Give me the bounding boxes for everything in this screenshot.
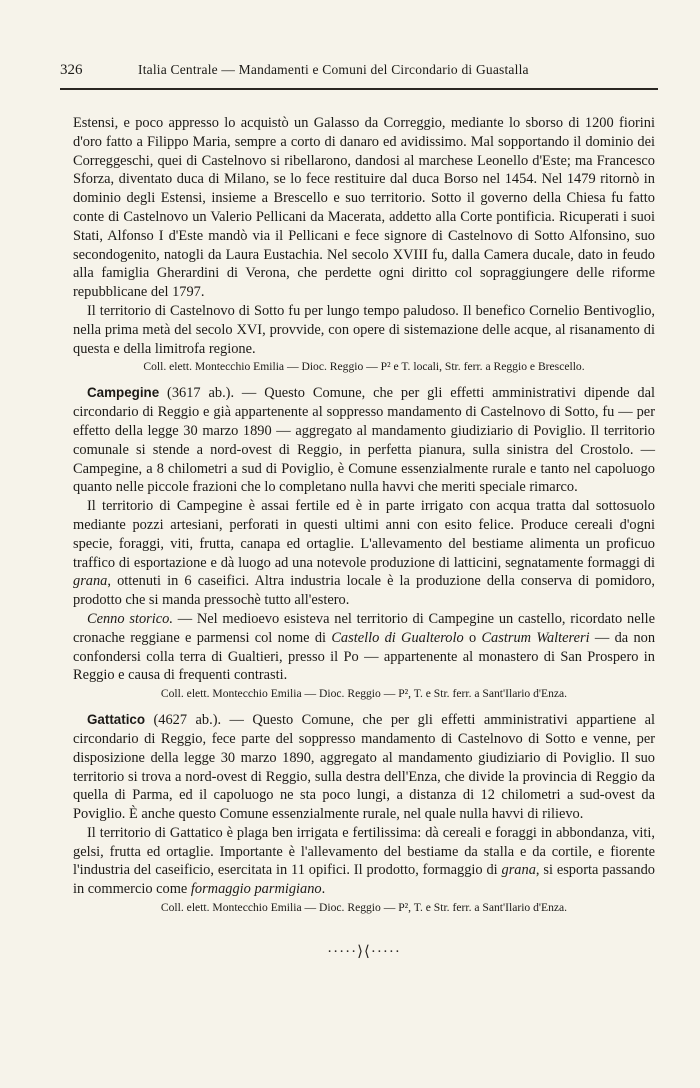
header-rule [60, 88, 658, 90]
gattatico-population: (4627 ab.). — [145, 712, 253, 729]
campegine-text-2a: Il territorio di Campegine è assai fertile ed è in parte irrigato con acqua tratta dal sottosuolo mediante pozzi artesiani, perforati in questi ultimi anni con esito felice. Produce cereali d'ogni specie, foraggi, viti, frutta, canapa ed ortaglie. L'allevamento del bestiame alimenta un proficuo traffico di esportazione e dà luogo ad una notevole produzione di latticini, segnatamente formaggi di [73, 498, 655, 571]
campegine-colophon: Coll. elett. Montecchio Emilia — Dioc. Reggio — P², T. e Str. ferr. a Sant'Ilario d'Enza. [160, 687, 568, 701]
gattatico-text-2a: Il territorio di Gattatico è plaga ben irrigata e fertilissima: dà cereali e foraggi in abbondanza, viti, gelsi, frutta ed ortaglie. Importante è l'allevamento del bestiame da stalla e da cortile, e fiorente l'industria del caseificio, esercitata in 11 opifici. Il prodotto, formaggio di [73, 824, 655, 879]
campegine-name: Campegine [87, 385, 160, 401]
campegine-text-3a: — Nel medioevo esisteva nel territorio di Campegine un castello, ricordato nelle cronache reggiane e parmensi col nome di [73, 610, 655, 646]
gattatico-colophon: Coll. elett. Montecchio Emilia — Dioc. Reggio — P², T. e Str. ferr. a Sant'Ilario d'Enza. [160, 901, 568, 915]
campegine-text-3b: o [463, 629, 482, 646]
castelnovo-colophon: Coll. elett. Montecchio Emilia — Dioc. Reggio — P² e T. locali, Str. ferr. a Reggio e Brescello. [143, 360, 585, 374]
cenno-storico-label: Cenno storico. [87, 610, 173, 627]
campegine-paragraph-1 [73, 384, 655, 497]
gattatico-paragraph-1 [73, 711, 655, 824]
gattatico-text-1: Questo Comune, che per gli effetti amministrativi appartiene al circondario di Reggio, fece parte del soppresso mandamento di Castelnovo di Sotto e venne, per disposizione della legge 30 marzo 1890, aggregato al mandamento giudiziario di Poviglio. Il suo territorio si trova a nord-ovest di Reggio, sulla destra dell'Enza, che divide la provincia di Reggio da quella di Parma, ed il capoluogo ne sta poco lungi, a distanza di 12 chilometri a sud-ovest da Poviglio. È anche questo Comune essenzialmente rurale, nel quale nulla havvi di rilievo. [73, 712, 655, 823]
page-body [73, 114, 655, 961]
campegine-text-1: Questo Comune, che per gli effetti amministrativi dipende dal circondario di Reggio e già appartenente al soppresso mandamento di Castelnovo di Sotto, fu — per effetto della legge 30 marzo 1890 — aggregato al mandamento giudiziario di Poviglio. Il territorio comunale si stende a nord-ovest di Reggio, in perfetta pianura, sulla sinistra del Crostolo. — Campegine, a 8 chilometri a sud di Poviglio, è Comune essenzialmente rurale e tanto nel capoluogo quanto nelle piccole frazioni che lo completano nulla havvi che meriti speciale rimarco. [73, 385, 655, 496]
campegine-population: (3617 ab.). — [159, 385, 265, 402]
gattatico-paragraph-2 [73, 824, 655, 899]
gattatico-text-2b: , si esporta passando in commercio come [73, 862, 655, 898]
running-title: Italia Centrale — Mandamenti e Comuni del Circondario di Guastalla [138, 62, 529, 77]
castelnovo-paragraph-2: Il territorio di Castelnovo di Sotto fu per lungo tempo paludoso. Il benefico Cornelio Bentivoglio, nella prima metà del secolo XVI, provvide, con opere di sistemazione delle acque, al risanamento di questa e della limitrofa regione. [73, 302, 655, 357]
campegine-text-2b: , ottenuti in 6 caseifici. Altra industria locale è la produzione della conserva di pomidoro, prodotto che si manda pressochè tutto all'estero. [73, 573, 655, 609]
campegine-paragraph-3 [73, 610, 655, 685]
castelnovo-paragraph-1: Estensi, e poco appresso lo acquistò un Galasso da Correggio, mediante lo sborso di 1200 fiorini d'oro fatto a Filippo Maria, sempre a corto di danaro ed avidissimo. Mal sopportando il dominio dei Correggeschi, quei di Castelnovo si ribellarono, dandosi al marchese Leonello d'Este; ma Francesco Sforza, diventato duca di Milano, se lo fece restituire dal duca Borso nel 1454. Nel 1479 ritornò in dominio degli Estensi, insieme a Brescello e suo territorio. Sotto il governo della Chiesa fu fatto conte di Castelnovo un Valerio Pellicani da Macerata, addetto alla Corte pontificia. Ricuperati i suoi Stati, Alfonso I d'Este mandò via il Pellicani e fece signore di Castelnovo di Sotto Alfonsino, suo secondogenito, natogli da Laura Eustachia. Nel secolo XVIII fu, dalla Camera ducale, dato in feudo alla famiglia Gherardini di Verona, che perdette ogni diritto col sopraggiungere delle riforme repubblicane del 1797. [73, 115, 655, 301]
campegine-grana: grana [73, 573, 108, 590]
formaggio-parmigiano: formaggio parmigiano [190, 881, 322, 898]
gattatico-grana: grana [501, 862, 536, 879]
castrum-waltereri: Castrum Waltereri [481, 629, 590, 646]
campegine-paragraph-2 [73, 497, 655, 610]
campegine-text-3c: — da non confondersi colla terra di Gualtieri, presso il Po — appartenente al monastero di San Prospero in Reggio e causa di frequenti contrasti. [73, 629, 656, 684]
page-number: 326 [60, 62, 83, 78]
closing-ornament: ·····⟩⟨····· [327, 944, 401, 961]
gattatico-text-2c: . [321, 881, 326, 898]
gattatico-name: Gattatico [87, 712, 146, 728]
page-header [60, 62, 658, 79]
castello-gualterolo: Castello di Gualterolo [331, 629, 464, 646]
